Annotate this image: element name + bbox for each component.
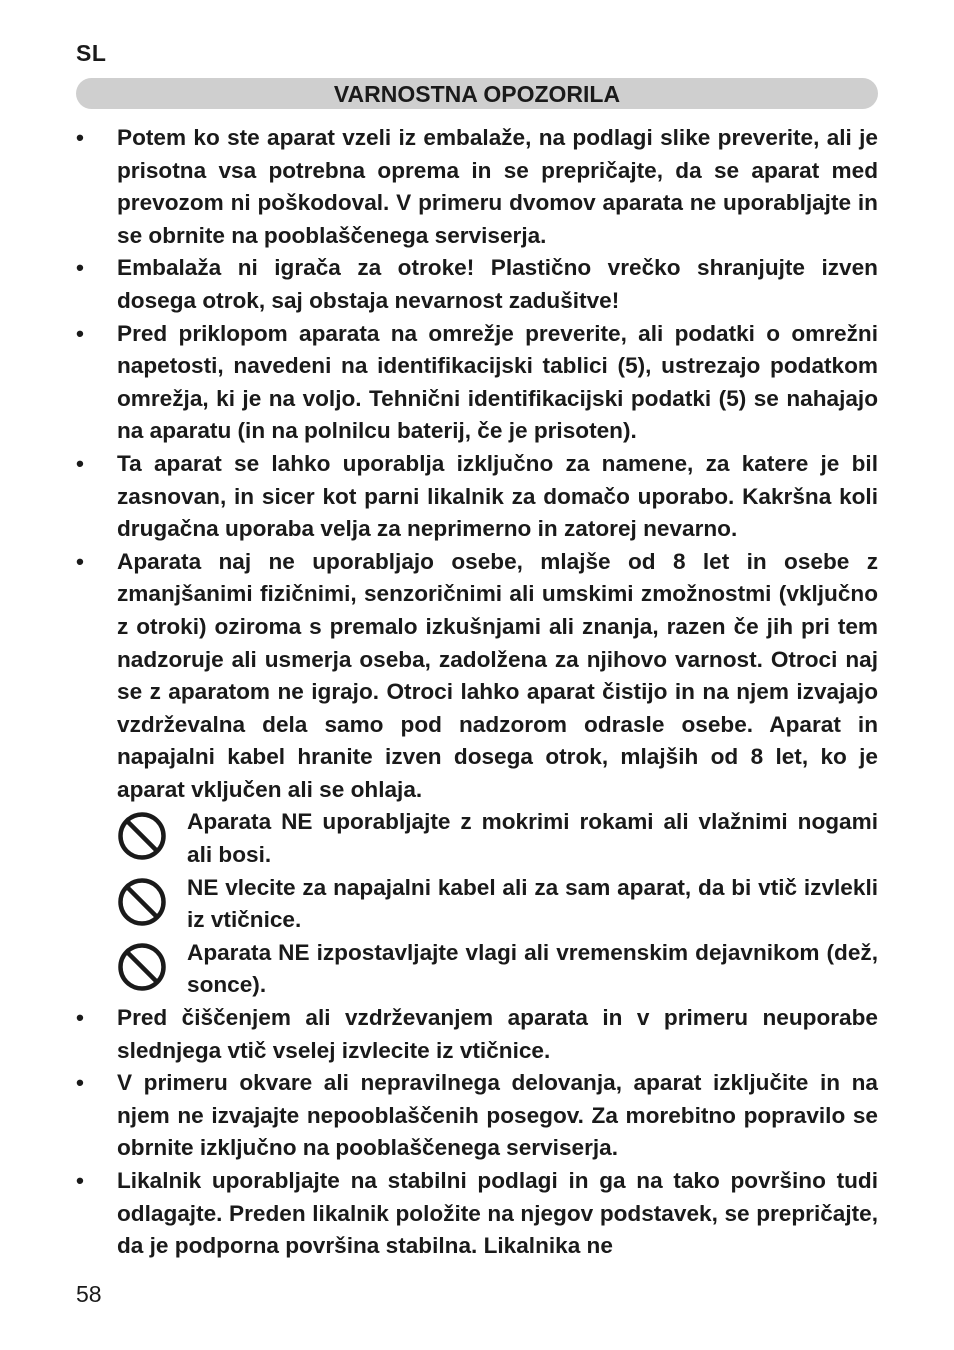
section-title: VARNOSTNA OPOZORILA <box>76 78 878 109</box>
prohibition-icon <box>117 877 167 927</box>
list-item <box>76 318 878 448</box>
bullet: • <box>76 1168 84 1193</box>
item-text: Aparata naj ne uporabljajo osebe, mlajše od 8 let in osebe z zmanjšanimi fizičnimi, senzoričnimi ali umskimi zmožnostmi (vključno z otroki) oziroma s premalo izkušnjami ali znanja, razen če jih pri tem nadzoruje ali usmerja oseba, zadolžena za njihovo varnost. Otroci naj se z aparatom ne igrajo. Otroci lahko aparat čistijo in na njem izvajajo vzdrževalna dela samo pod nadzorom odrasle osebe. Aparat in napajalni kabel hranite izven dosega otrok, mlajših od 8 let, ko je aparat vključen ali se ohlaja. <box>117 548 878 802</box>
item-text: Ta aparat se lahko uporablja izključno za namene, za katere je bil zasnovan, in sicer kot parni likalnik za domačo uporabo. Kakršna koli drugačna uporaba velja za neprimerno in zatorej nevarno. <box>117 450 878 542</box>
bullet: • <box>76 1070 84 1096</box>
page-number: 58 <box>76 1281 102 1307</box>
list-item <box>76 1002 878 1067</box>
list-item <box>76 546 878 807</box>
warning-text: NE vlecite za napajalni kabel ali za sam aparat, da bi vtič izvlekli iz vtičnice. <box>187 874 878 933</box>
bullet: • <box>76 320 84 346</box>
prohibition-warnings <box>117 806 878 1002</box>
prohibition-icon <box>117 942 167 992</box>
bullet: • <box>76 548 84 574</box>
prohibition-icon <box>117 811 167 861</box>
prohibition-warning <box>117 937 878 1002</box>
bullet: • <box>76 1005 84 1031</box>
warning-text: Aparata NE uporabljajte z mokrimi rokami ali vlažnimi nogami ali bosi. <box>187 809 878 868</box>
safety-warnings-list <box>76 122 878 1263</box>
bullet: • <box>76 450 84 476</box>
item-text: Potem ko ste aparat vzeli iz embalaže, na podlagi slike preverite, ali je prisotna vsa potrebna oprema in se prepričajte, da se aparat med prevozom ni poškodoval. V primeru dvomov aparata ne uporabljajte in se obrnite na pooblaščenega serviserja. <box>117 125 878 248</box>
item-text: Embalaža ni igrača za otroke! Plastično vrečko shranjujte izven dosega otrok, saj obstaja nevarnost zadušitve! <box>117 255 878 313</box>
list-item <box>76 1067 878 1165</box>
item-text: Pred čiščenjem ali vzdrževanjem aparata in v primeru neuporabe slednjega vtič vselej izvlecite iz vtičnice. <box>117 1005 878 1063</box>
item-text: Pred priklopom aparata na omrežje preverite, ali podatki o omrežni napetosti, navedeni na identifikacijski tablici (5), ustrezajo podatkom omrežja, ki je na voljo. Tehnični identifikacijski podatki (5) se nahajajo na aparatu (in na polnilcu baterij, če je prisoten). <box>117 320 878 444</box>
prohibition-warning <box>117 872 878 937</box>
language-code: SL <box>76 40 107 66</box>
prohibition-warning <box>117 806 878 871</box>
warning-text: Aparata NE izpostavljajte vlagi ali vremenskim dejavnikom (dež, sonce). <box>187 939 878 998</box>
list-item <box>76 252 878 317</box>
list-item <box>76 448 878 546</box>
bullet: • <box>76 255 84 281</box>
bullet: • <box>76 125 84 150</box>
item-text: V primeru okvare ali nepravilnega delovanja, aparat izključite in na njem ne izvajajte nepooblaščenih posegov. Za morebitno popravilo se obrnite izključno na pooblaščenega serviserja. <box>117 1070 878 1161</box>
list-item <box>76 1165 878 1263</box>
list-item <box>76 122 878 252</box>
item-text: Likalnik uporabljajte na stabilni podlagi in ga na tako površino tudi odlagajte. Preden likalnik položite na njegov podstavek, se prepričajte, da je podporna površina stabilna. Likalnika ne <box>117 1168 878 1259</box>
